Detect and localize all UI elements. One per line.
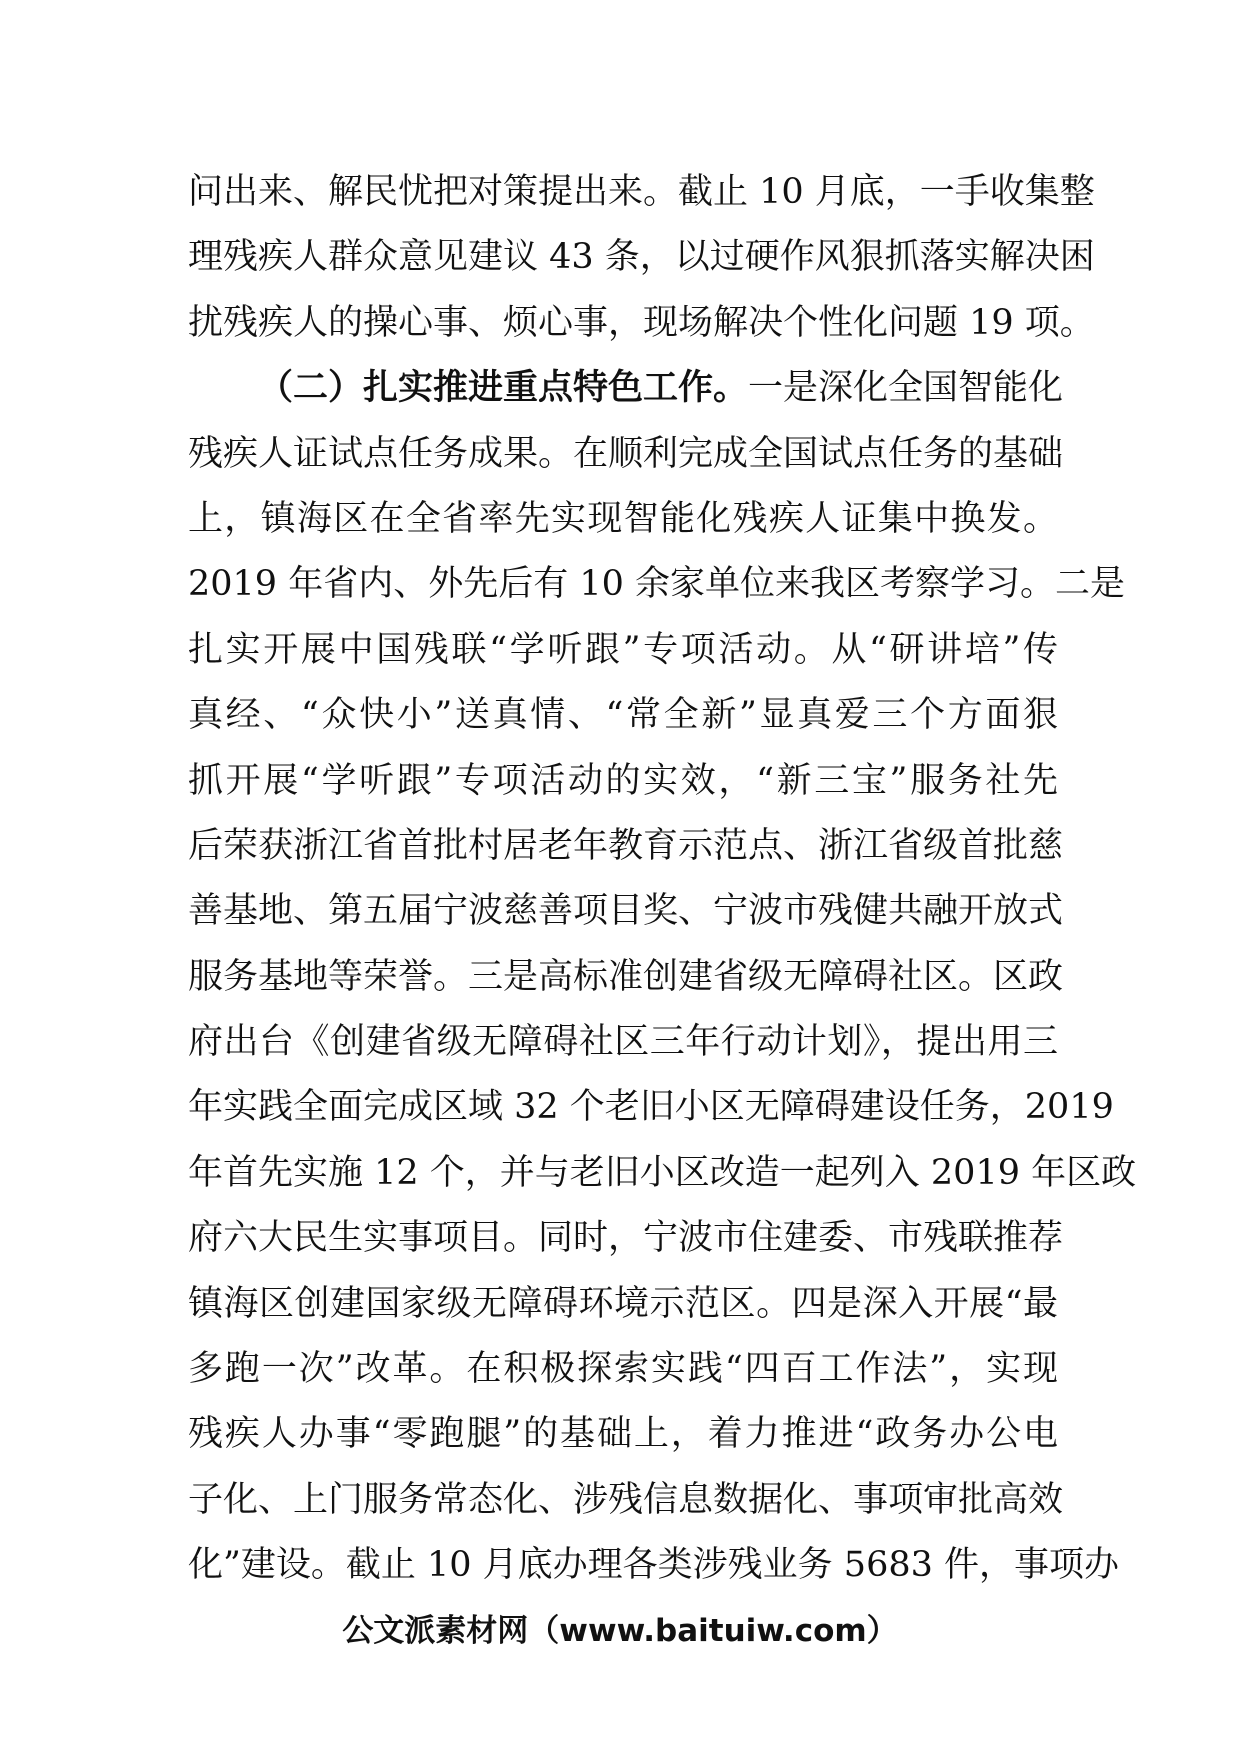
section-heading: （二）扎实推进重点特色工作。: [258, 368, 749, 409]
text-line-19: 多跑一次”改革。在积极探索实践“四百工作法”，实现: [188, 1349, 1058, 1390]
text-line-13: 服务基地等荣誉。三是高标准创建省级无障碍社区。区政: [188, 956, 1064, 997]
text-line-10: 抓开展“学听跟”专项活动的实效，“新三宝”服务社先: [188, 760, 1058, 801]
text-line-15: 年实践全面完成区域 32 个老旧小区无障碍建设任务，2019: [188, 1087, 1114, 1128]
text-line-12: 善基地、第五届宁波慈善项目奖、宁波市残健共融开放式: [188, 891, 1064, 932]
text-line-22: 化”建设。截止 10 月底办理各类涉残业务 5683 件，事项办: [188, 1545, 1120, 1586]
text-line-16: 年首先实施 12 个，并与老旧小区改造一起列入 2019 年区政: [188, 1152, 1137, 1193]
text-line-2: 理残疾人群众意见建议 43 条，以过硬作风狠抓落实解决困: [188, 237, 1095, 278]
footer-watermark: 公文派素材网（www.baituiw.com）: [342, 1613, 898, 1649]
text-line-21: 子化、上门服务常态化、涉残信息数据化、事项审批高效: [188, 1479, 1064, 1520]
text-line-20: 残疾人办事“零跑腿”的基础上，着力推进“政务办公电: [188, 1414, 1058, 1455]
text-line-5: 残疾人证试点任务成果。在顺利完成全国试点任务的基础: [188, 433, 1064, 474]
text-line-6: 上，镇海区在全省率先实现智能化残疾人证集中换发。: [188, 498, 1058, 539]
section-heading-continuation: 一是深化全国智能化: [748, 368, 1064, 409]
text-line-14: 府出台《创建省级无障碍社区三年行动计划》，提出用三: [188, 1022, 1058, 1063]
text-line-9: 真经、“众快小”送真情、“常全新”显真爱三个方面狠: [188, 695, 1058, 736]
text-line-8: 扎实开展中国残联“学听跟”专项活动。从“研讲培”传: [188, 629, 1058, 670]
text-line-7: 2019 年省内、外先后有 10 余家单位来我区考察学习。二是: [188, 564, 1125, 605]
text-line-18: 镇海区创建国家级无障碍环境示范区。四是深入开展“最: [188, 1283, 1058, 1324]
text-line-11: 后荣获浙江省首批村居老年教育示范点、浙江省级首批慈: [188, 825, 1064, 866]
text-line-3: 扰残疾人的操心事、烦心事，现场解决个性化问题 19 项。: [188, 302, 1095, 343]
section-heading-line: [188, 356, 1064, 421]
text-line-17: 府六大民生实事项目。同时，宁波市住建委、市残联推荐: [188, 1218, 1064, 1259]
text-line-1: 问出来、解民忧把对策提出来。截止 10 月底，一手收集整: [188, 172, 1095, 212]
document-body: [188, 160, 1137, 1599]
